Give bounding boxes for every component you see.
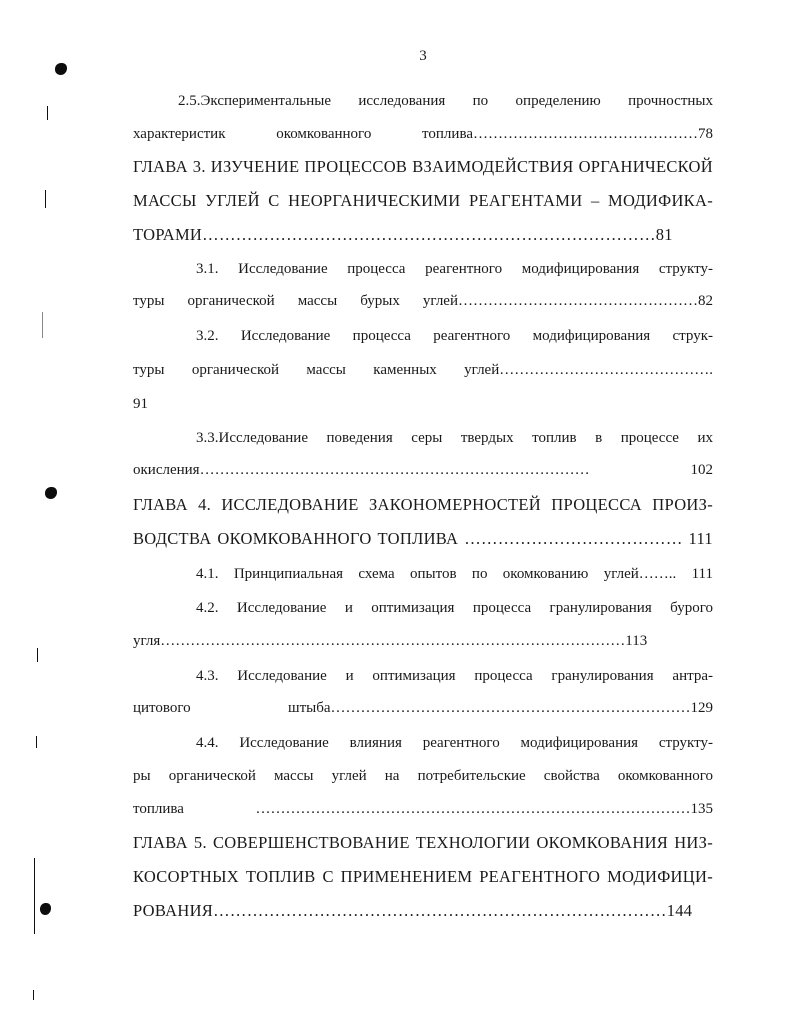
toc-chapter-heading: КОСОРТНЫХ ТОПЛИВ С ПРИМЕНЕНИЕМ РЕАГЕНТНОГО МОДИФИЦИ-: [133, 867, 713, 886]
toc-entry-line: туры органической массы каменных углей…………………………………….: [133, 362, 713, 378]
page-number: 3: [419, 48, 427, 64]
toc-page-ref: 91: [133, 396, 148, 412]
toc-chapter-heading: ГЛАВА 4. ИССЛЕДОВАНИЕ ЗАКОНОМЕРНОСТЕЙ ПРОЦЕССА ПРОИЗ-: [133, 495, 713, 514]
toc-entry-line: 4.3. Исследование и оптимизация процесса гранулирования антра-: [196, 668, 713, 684]
toc-entry-line: цитового штыба………………………………………………………………129: [133, 700, 713, 716]
toc-entry-line: 4.2. Исследование и оптимизация процесса гранулирования бурого: [196, 600, 713, 616]
scan-artifact-mark: [45, 190, 46, 208]
toc-entry-line: 3.2. Исследование процесса реагентного модифицирования струк-: [196, 328, 713, 344]
scan-artifact-mark: [34, 858, 35, 934]
toc-chapter-heading: ГЛАВА 3. ИЗУЧЕНИЕ ПРОЦЕССОВ ВЗАИМОДЕЙСТВИЯ ОРГАНИЧЕСКОЙ: [133, 157, 713, 176]
toc-entry-line: характеристик окомкованного топлива………………………………………78: [133, 126, 713, 142]
toc-chapter-heading: ТОРАМИ………………………………………………………………………81: [133, 225, 673, 244]
scan-artifact-blot: [40, 903, 51, 915]
toc-entry-line: 2.5.Экспериментальные исследования по определению прочностных: [178, 93, 713, 109]
toc-entry-line: топлива ……………………………………………………………………………135: [133, 801, 713, 817]
scan-artifact-mark: [42, 312, 43, 338]
scan-artifact-mark: [37, 648, 38, 662]
toc-chapter-heading: ГЛАВА 5. СОВЕРШЕНСТВОВАНИЕ ТЕХНОЛОГИИ ОКОМКОВАНИЯ НИЗ-: [133, 833, 713, 852]
toc-entry-line: туры органической массы бурых углей…………………………………………82: [133, 293, 713, 309]
scan-artifact-blot: [45, 487, 57, 499]
toc-entry-line: ры органической массы углей на потребительские свойства окомкованного: [133, 768, 713, 784]
toc-entry-line: 4.1. Принципиальная схема опытов по окомкованию углей…….. 111: [196, 566, 713, 582]
toc-entry-line: 3.1. Исследование процесса реагентного модифицирования структу-: [196, 261, 713, 277]
scan-artifact-mark: [47, 106, 48, 120]
toc-entry-line: угля…………………………………………………………………………………113: [133, 633, 648, 649]
toc-entry-line: 4.4. Исследование влияния реагентного модифицирования структу-: [196, 735, 713, 751]
toc-entry-line: 3.3.Исследование поведения серы твердых топлив в процессе их: [196, 430, 713, 446]
toc-chapter-heading: ВОДСТВА ОКОМКОВАННОГО ТОПЛИВА ………………………………… 111: [133, 529, 713, 548]
scan-artifact-mark: [33, 990, 34, 1000]
toc-chapter-heading: МАССЫ УГЛЕЙ С НЕОРГАНИЧЕСКИМИ РЕАГЕНТАМИ – МОДИФИКА-: [133, 191, 713, 210]
toc-chapter-heading: РОВАНИЯ………………………………………………………………………144: [133, 901, 693, 920]
toc-entry-line: окисления…………………………………………………………………… 102: [133, 462, 713, 478]
scan-artifact-mark: [36, 736, 37, 748]
